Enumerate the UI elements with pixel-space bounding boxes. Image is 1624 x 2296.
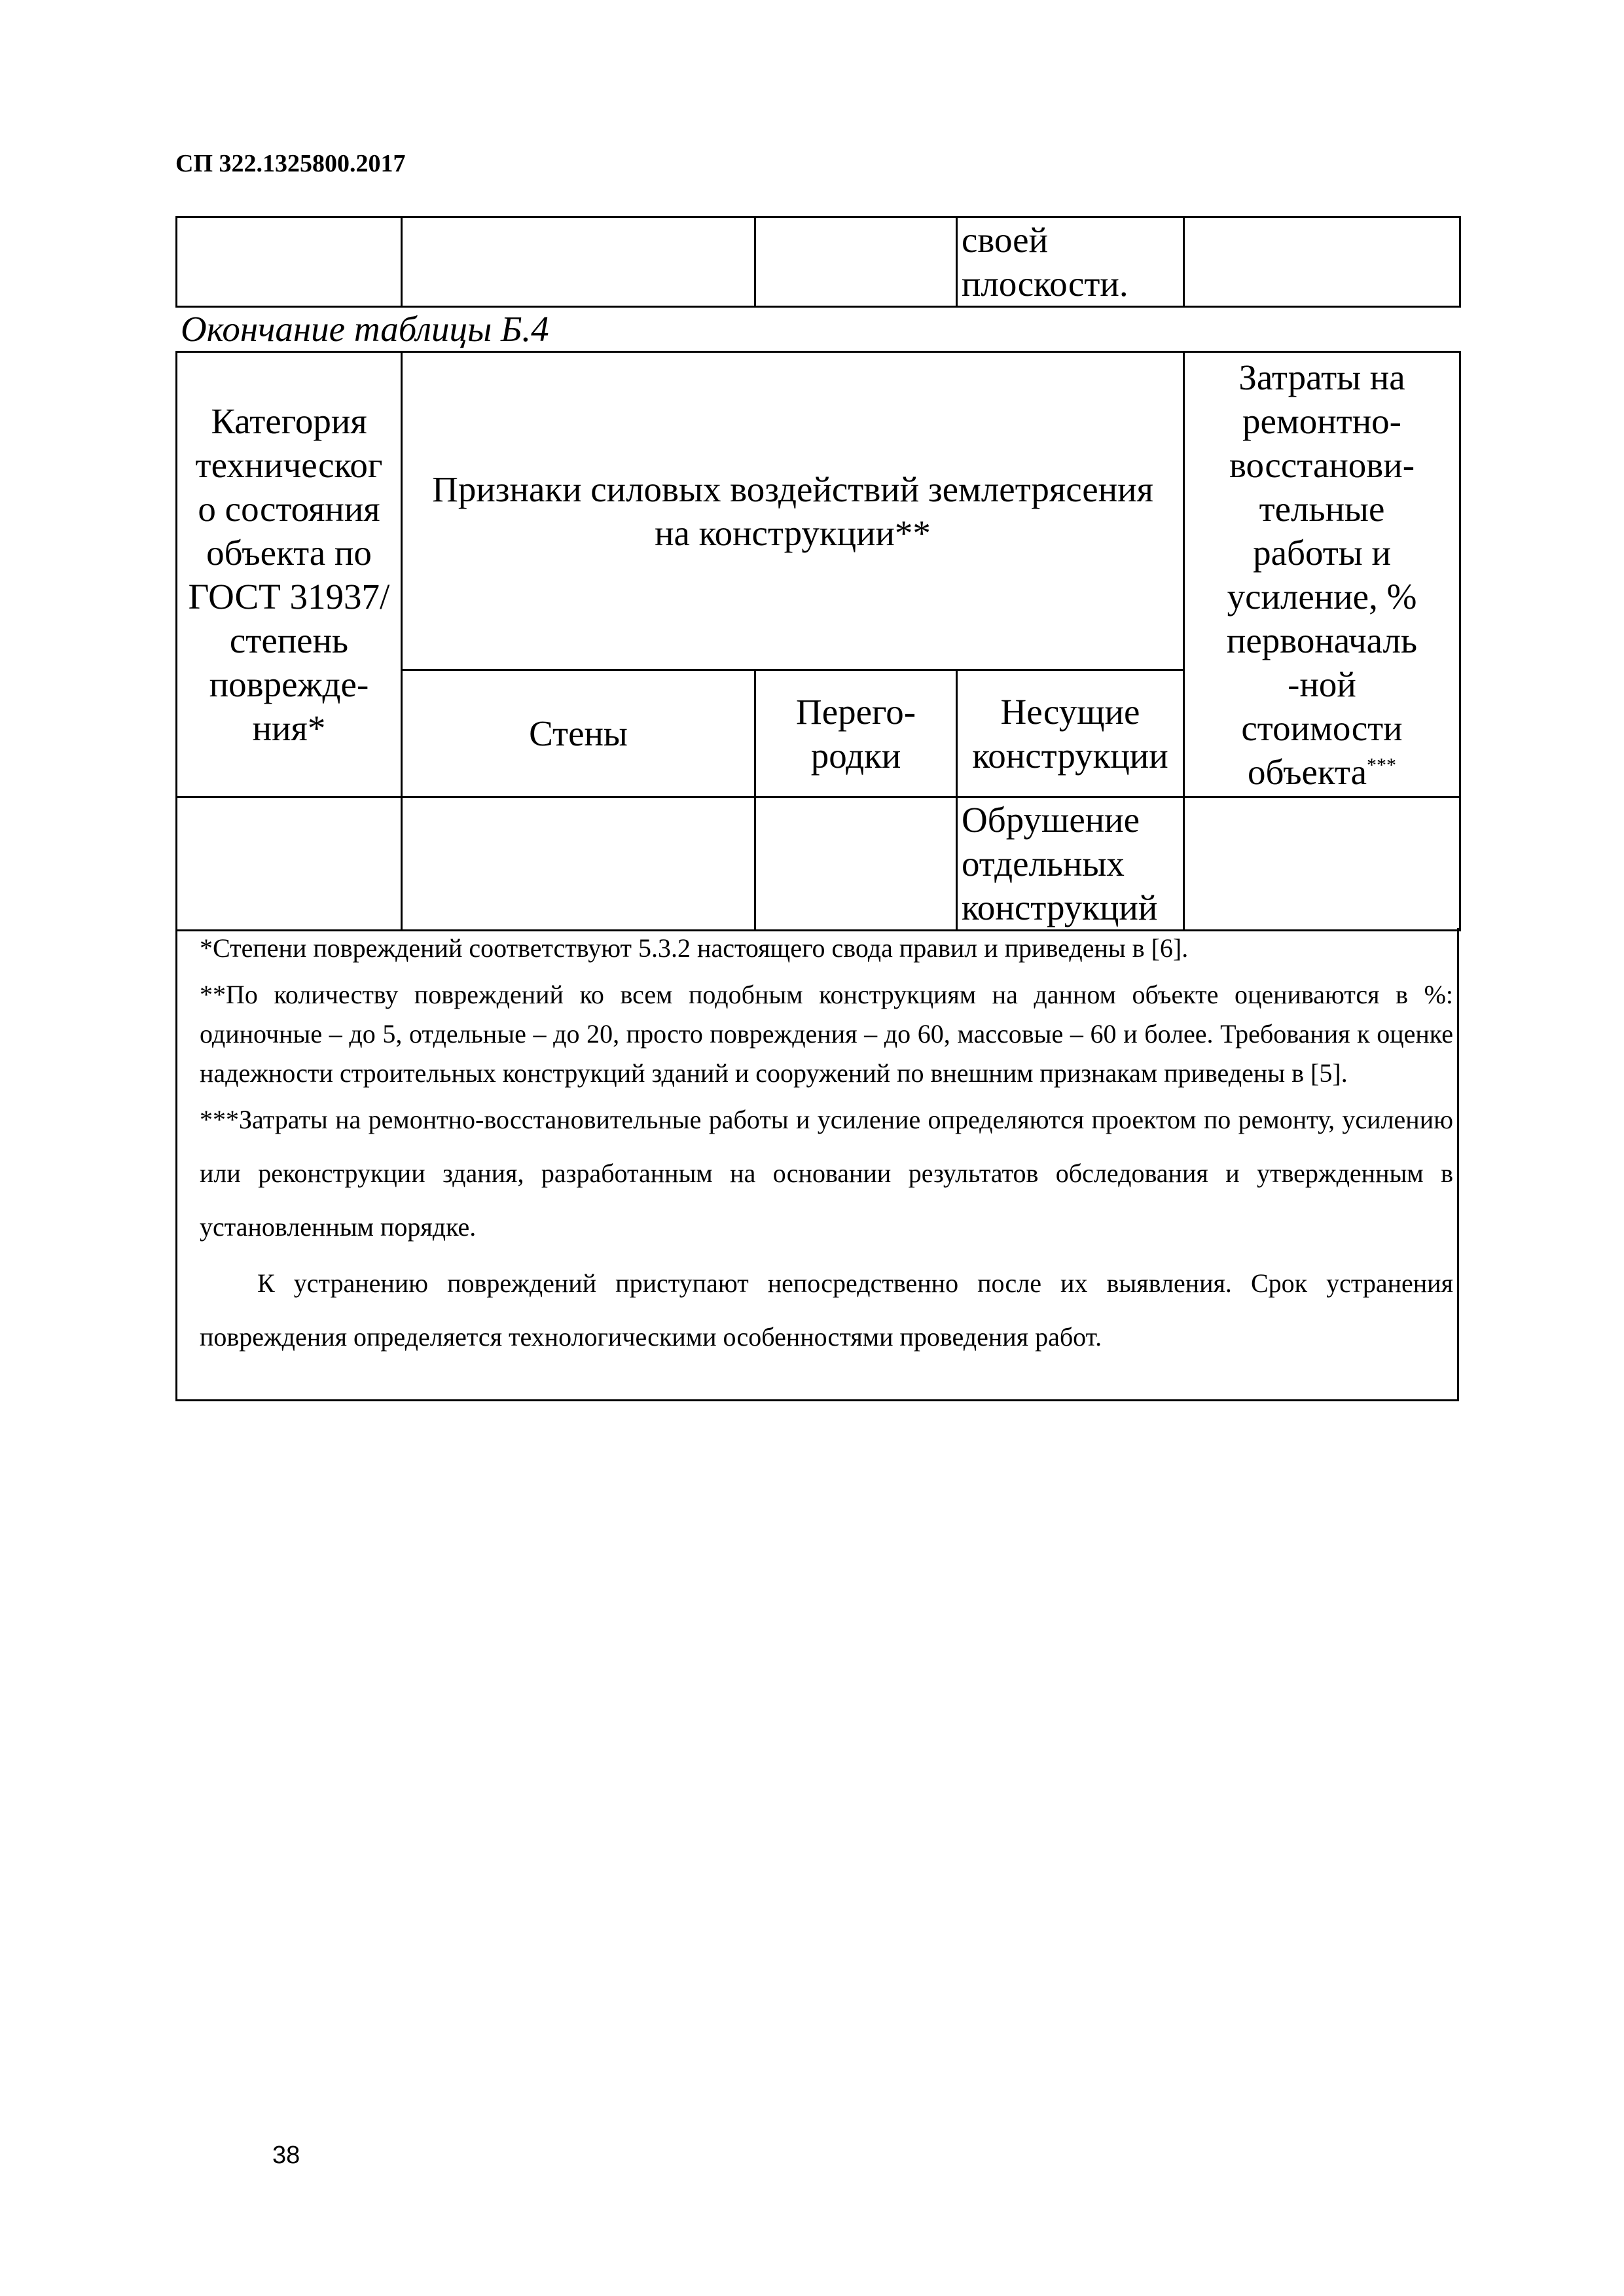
table-caption: Окончание таблицы Б.4 [181, 309, 549, 349]
table-cell [755, 797, 957, 931]
table-cell [177, 217, 402, 307]
header-row [177, 352, 1460, 670]
note-elimination: К устранению повреждений приступают непосредственно после их выявления. Срок устранения повреждения определяется технологическими особенностями проведения работ. [200, 1268, 1453, 1352]
table-row [177, 797, 1460, 931]
table-cell: своей плоскости. [957, 217, 1184, 307]
note-degrees: *Степени повреждений соответствуют 5.3.2 настоящего свода правил и приведены в [6]. [200, 933, 1189, 963]
table-cell [402, 797, 755, 931]
page-number: 38 [272, 2142, 300, 2169]
table-cell [177, 797, 402, 931]
table-cell [755, 217, 957, 307]
table-row [177, 217, 1460, 307]
category-header: Категория техническог о состояния объекта по ГОСТ 31937/ степень поврежде- ния* [177, 352, 402, 797]
costs-header [1184, 352, 1460, 797]
signs-group-header: Признаки силовых воздействий землетрясения на конструкции** [402, 352, 1184, 670]
costs-header-text: Затраты на ремонтно- восстанови- тельные работы и усиление, % первоначаль -ной стоимости объекта [1226, 357, 1418, 792]
costs-footnote-mark: *** [1367, 754, 1397, 776]
partitions-header: Перего- родки [755, 670, 957, 797]
continued-table [175, 216, 1461, 308]
main-table [175, 351, 1461, 931]
table-cell [1184, 797, 1460, 931]
walls-header: Стены [402, 670, 755, 797]
table-cell: Обрушение отдельных конструкций [957, 797, 1184, 931]
bearing-structures-header: Несущие конструкции [957, 670, 1184, 797]
note-costs: ***Затраты на ремонтно-восстановительные работы и усиление определяются проектом по ремонту, усилению или реконструкции здания, разработанным на основании результатов обследования и утвержденным в установленным порядке. [200, 1105, 1453, 1242]
table-notes [175, 928, 1459, 1401]
table-cell [402, 217, 755, 307]
document-code: СП 322.1325800.2017 [175, 150, 406, 177]
table-cell [1184, 217, 1460, 307]
note-quantity: **По количеству повреждений ко всем подобным конструкциям на данном объекте оцениваются в %: одиночные – до 5, отдельные – до 20, просто повреждения – до 60, массовые – 60 и более. Требования к оценке надежности строительных конструкций зданий и сооружений по внешним признакам приведены в [5]. [200, 980, 1453, 1088]
